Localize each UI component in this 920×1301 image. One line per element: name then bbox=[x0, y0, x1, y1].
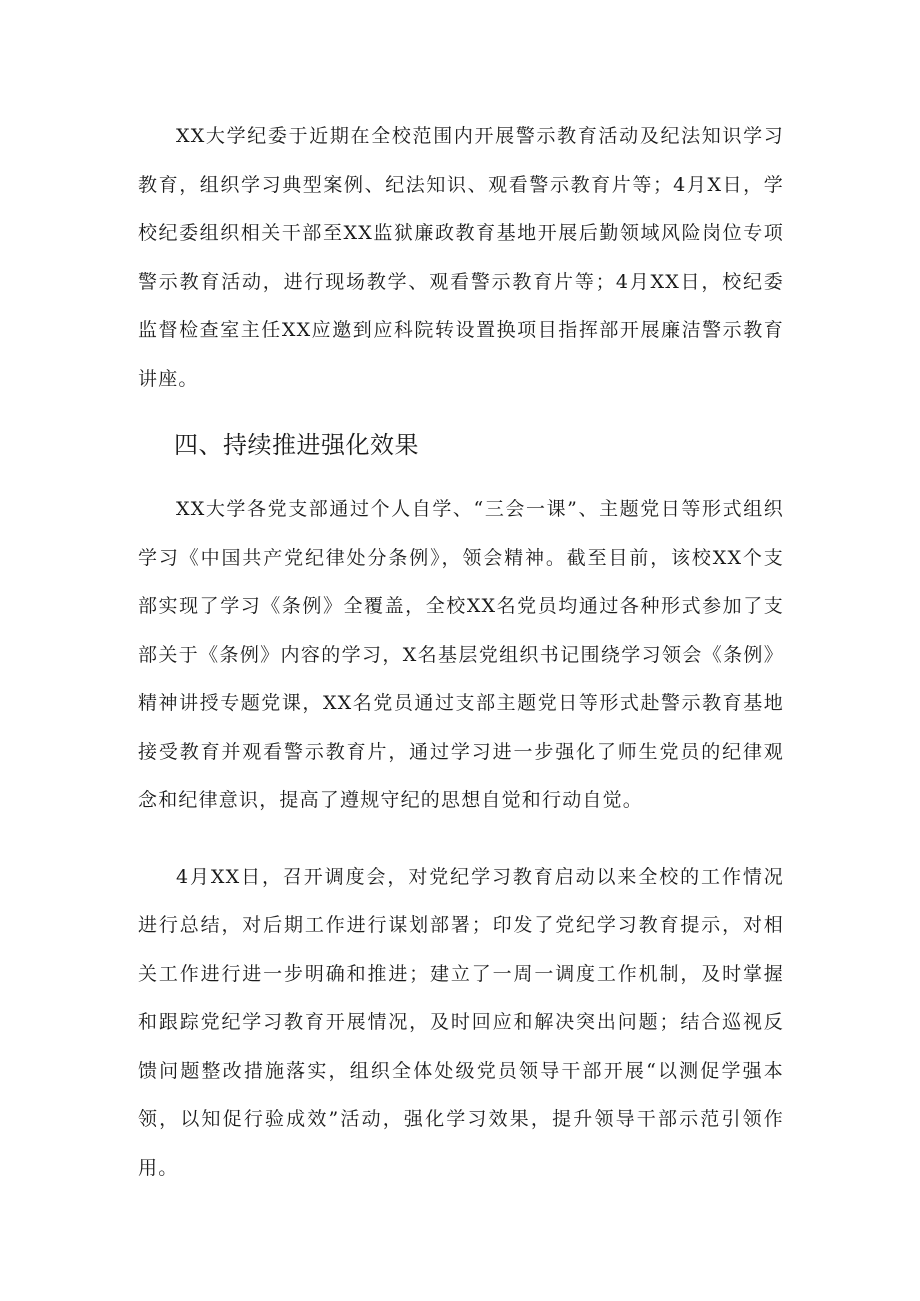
document-body bbox=[138, 112, 784, 1192]
section-heading: 四、持续推进强化效果 bbox=[174, 431, 419, 459]
paragraph-warning-education: XX大学纪委于近期在全校范围内开展警示教育活动及纪法知识学习教育，组织学习典型案例、纪法知识、观看警示教育片等；4月X日，学校纪委组织相关干部至XX监狱廉政教育基地开展后勤领域风险岗位专项警示教育活动，进行现场教学、观看警示教育片等；4月XX日，校纪委监督检查室主任XX应邀到应科院转设置换项目指挥部开展廉洁警示教育讲座。 bbox=[138, 125, 784, 390]
paragraph-party-branch-study: XX大学各党支部通过个人自学、“三会一课”、主题党日等形式组织学习《中国共产党纪律处分条例》，领会精神。截至目前，该校XX个支部实现了学习《条例》全覆盖，全校XX名党员均通过各种形式参加了支部关于《条例》内容的学习，X名基层党组织书记围绕学习领会《条例》精神讲授专题党课，XX名党员通过支部主题党日等形式赴警示教育基地接受教育并观看警示教育片，通过学习进一步强化了师生党员的纪律观念和纪律意识，提高了遵规守纪的思想自觉和行动自觉。 bbox=[138, 498, 784, 811]
paragraph-scheduling-meeting: 4月XX日，召开调度会，对党纪学习教育启动以来全校的工作情况进行总结，对后期工作进行谋划部署；印发了党纪学习教育提示，对相关工作进行进一步明确和推进；建立了一周一调度工作机制，及时掌握和跟踪党纪学习教育开展情况，及时回应和解决突出问题；结合巡视反馈问题整改措施落实，组织全体处级党员领导干部开展“以测促学强本领，以知促行验成效”活动，强化学习效果，提升领导干部示范引领作用。 bbox=[138, 865, 784, 1179]
paragraph-spacer bbox=[138, 825, 784, 853]
